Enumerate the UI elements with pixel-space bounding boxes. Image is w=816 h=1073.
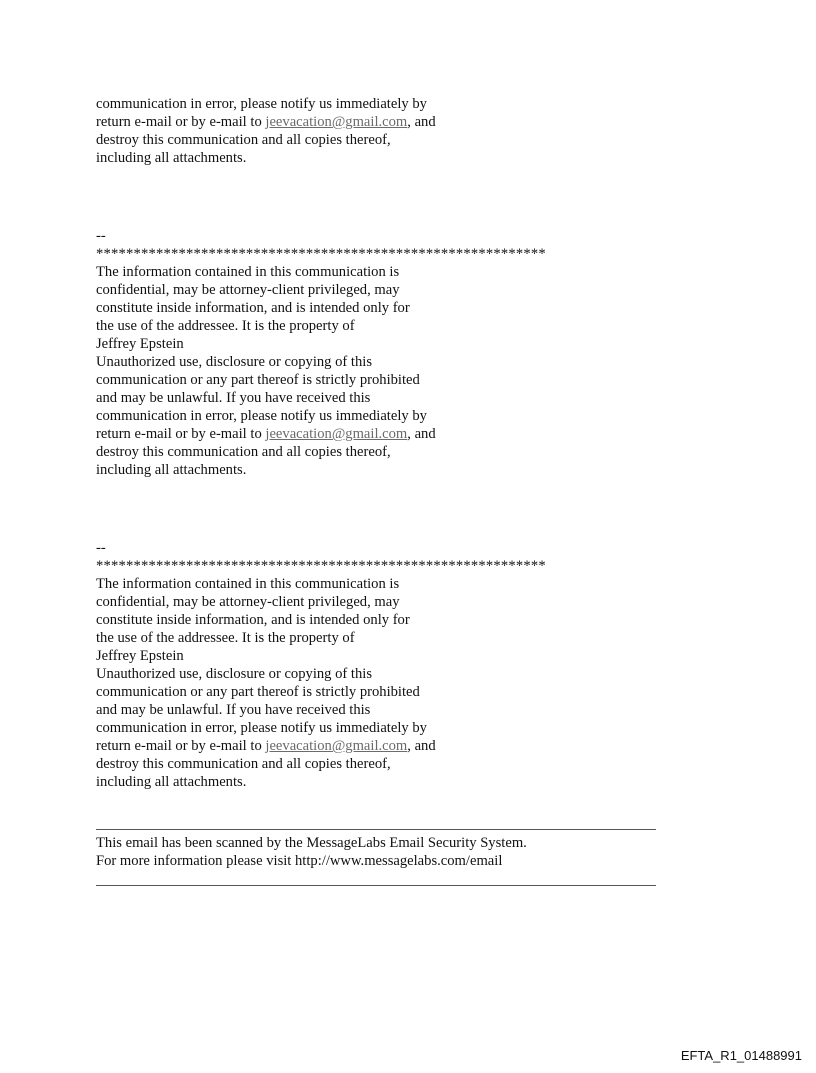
horizontal-rule	[96, 829, 656, 830]
asterisk-rule: ************************************************************	[96, 246, 546, 262]
text-line: Jeffrey Epstein	[96, 336, 184, 352]
text-line: and may be unlawful. If you have received this	[96, 390, 371, 406]
text-segment: , and	[407, 114, 436, 130]
text-line: For more information please visit http://www.messagelabs.com/email	[96, 853, 503, 869]
text-line: Jeffrey Epstein	[96, 648, 184, 664]
document-id: EFTA_R1_01488991	[680, 1048, 802, 1063]
text-line: including all attachments.	[96, 774, 247, 790]
text-line: Unauthorized use, disclosure or copying of this	[96, 354, 373, 370]
text-segment: , and	[407, 738, 436, 754]
text-segment: return e-mail or by e-mail to	[96, 426, 266, 442]
email-link[interactable]: jeevacation@gmail.com	[265, 738, 408, 754]
text-line: communication or any part thereof is strictly prohibited	[96, 372, 420, 388]
text-line: constitute inside information, and is intended only for	[96, 300, 410, 316]
disclaimer-block	[96, 539, 656, 791]
text-line: including all attachments.	[96, 462, 247, 478]
text-line: including all attachments.	[96, 150, 247, 166]
text-line: confidential, may be attorney-client privileged, may	[96, 282, 400, 298]
disclaimer-fragment	[96, 95, 656, 167]
text-line: the use of the addressee. It is the property of	[96, 318, 355, 334]
text-line: communication in error, please notify us immediately by	[96, 96, 427, 112]
text-line: destroy this communication and all copies thereof,	[96, 444, 391, 460]
text-line: confidential, may be attorney-client privileged, may	[96, 594, 400, 610]
text-line: destroy this communication and all copies thereof,	[96, 756, 391, 772]
text-line	[96, 737, 656, 755]
disclaimer-block	[96, 227, 656, 479]
scan-notice	[96, 834, 656, 870]
text-line	[96, 425, 656, 443]
text-segment: return e-mail or by e-mail to	[96, 114, 266, 130]
text-line: communication or any part thereof is strictly prohibited	[96, 684, 420, 700]
email-link[interactable]: jeevacation@gmail.com	[265, 426, 408, 442]
text-segment: return e-mail or by e-mail to	[96, 738, 266, 754]
text-line: and may be unlawful. If you have received this	[96, 702, 371, 718]
text-line: communication in error, please notify us immediately by	[96, 720, 427, 736]
text-line: communication in error, please notify us immediately by	[96, 408, 427, 424]
text-line: the use of the addressee. It is the property of	[96, 630, 355, 646]
text-line: The information contained in this communication is	[96, 576, 400, 592]
text-line: destroy this communication and all copies thereof,	[96, 132, 391, 148]
text-line: This email has been scanned by the MessageLabs Email Security System.	[96, 835, 527, 851]
text-line: The information contained in this communication is	[96, 264, 400, 280]
text-segment: , and	[407, 426, 436, 442]
signature-separator: --	[96, 228, 106, 244]
signature-separator: --	[96, 540, 106, 556]
text-line: Unauthorized use, disclosure or copying of this	[96, 666, 373, 682]
email-link[interactable]: jeevacation@gmail.com	[265, 114, 408, 130]
horizontal-rule	[96, 885, 656, 886]
asterisk-rule: ************************************************************	[96, 558, 546, 574]
text-line: constitute inside information, and is intended only for	[96, 612, 410, 628]
text-line	[96, 113, 656, 131]
